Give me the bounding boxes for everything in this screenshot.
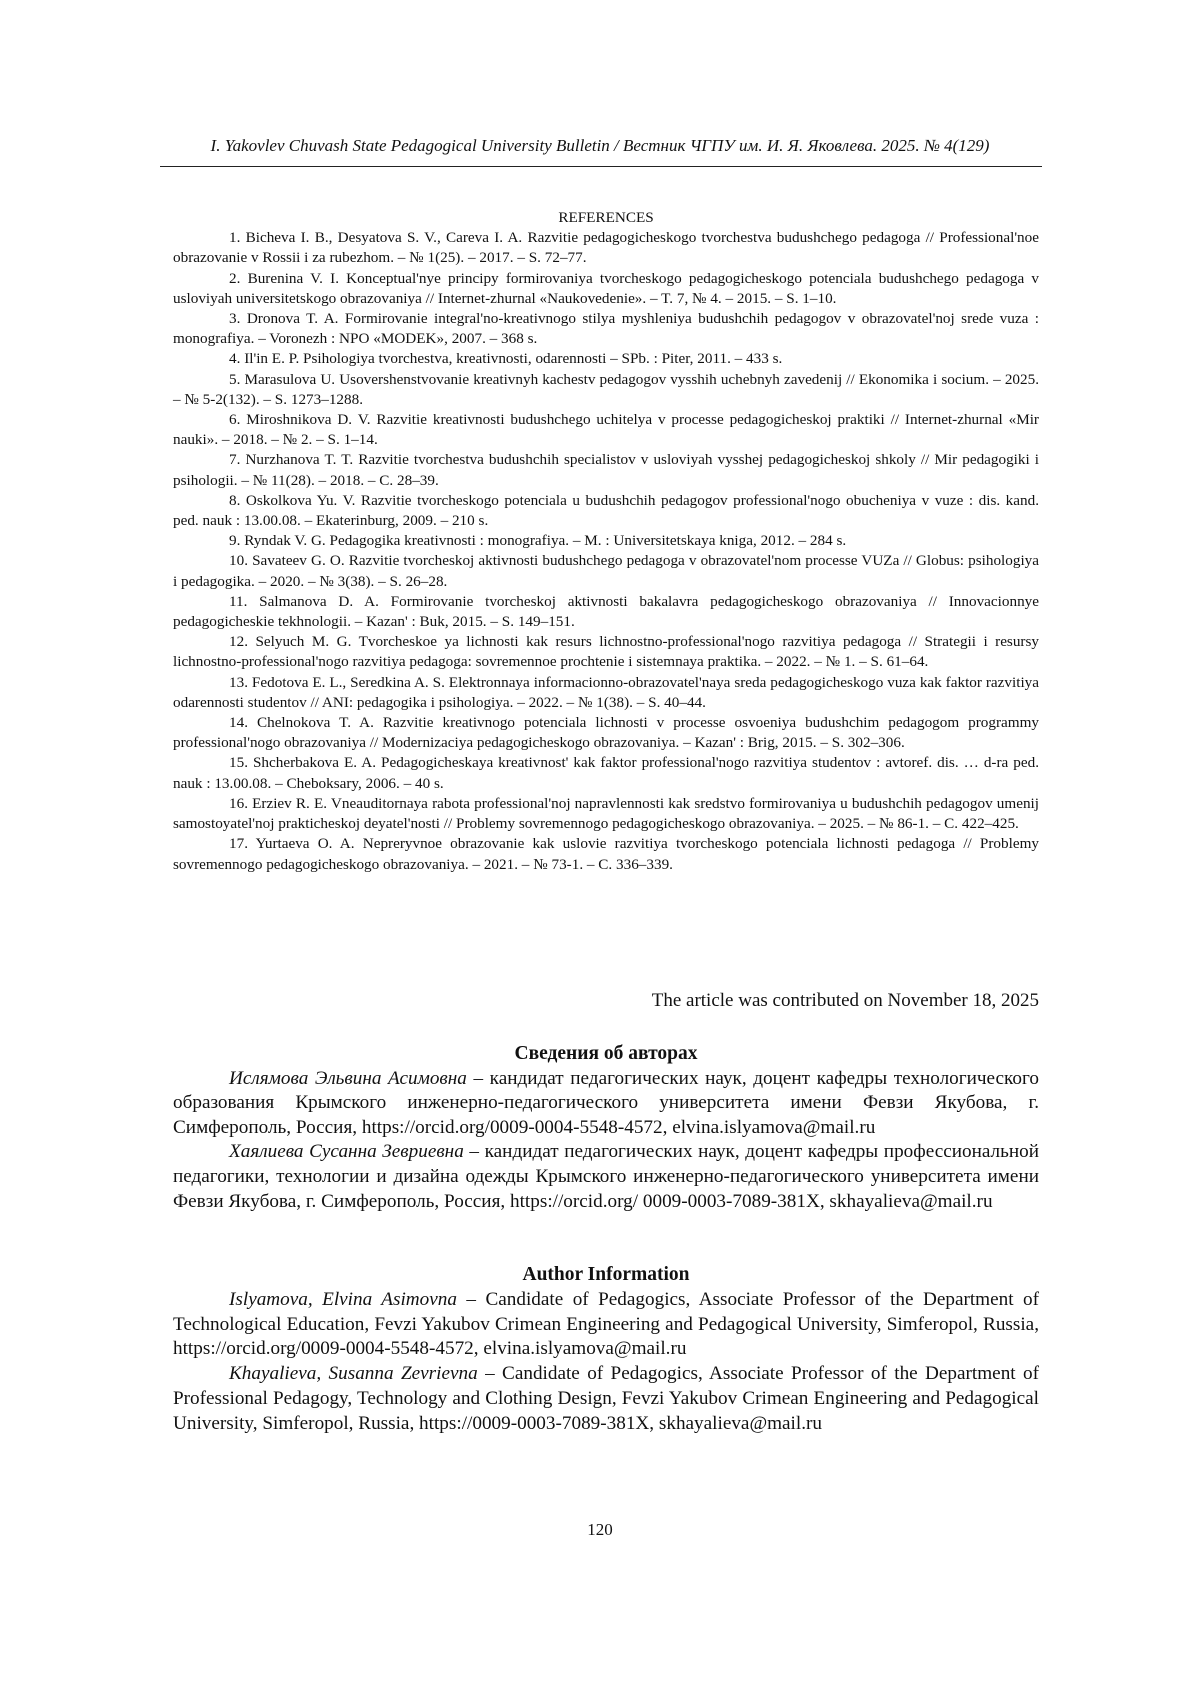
reference-item: 13. Fedotova E. L., Seredkina A. S. Elektronnaya informacionno-obrazovatel'naya sreda pedagogicheskogo vuza kak faktor razvitiya odarennosti studentov // ANI: pedagogika i psihologiya. – 2022. – № 1(38). – S. 40–44. (173, 673, 1039, 711)
authors-ru-section (173, 1042, 1039, 1214)
authors-en-section (173, 1263, 1039, 1437)
author-en-2 (173, 1362, 1039, 1436)
reference-item: 16. Erziev R. E. Vneauditornaya rabota professional'noj napravlennosti kak sredstvo formirovaniya u budushchih pedagogov umenij samostoyatel'noj prakticheskoj deyatel'nosti // Problemy sovremennogo pedagogicheskogo obrazovaniya. – 2025. – № 86-1. – C. 422–425. (173, 794, 1039, 833)
authors-ru-title: Сведения об авторах (514, 1043, 698, 1064)
author-name: Хаялиева Сусанна Зевриевна (229, 1141, 464, 1163)
reference-item: 4. Il'in E. P. Psihologiya tvorchestva, kreativnosti, odarennosti – SPb. : Piter, 2011. – 433 s. (229, 350, 783, 368)
contributed-date: The article was contributed on November 18, 2025 (651, 990, 1039, 1011)
authors-en-title: Author Information (522, 1264, 690, 1285)
reference-item: 1. Bicheva I. B., Desyatova S. V., Careva I. A. Razvitie pedagogicheskogo tvorchestva budushchego pedagoga // Professional'noe obrazovanie v Rossii i za rubezhom. – № 1(25). – 2017. – S. 72–77. (173, 229, 1039, 267)
author-details: – кандидат педагогических наук, доцент кафедры профессиональной педагогики, технологии и дизайна одежды Крымского инженерно-педагогического университета имени Февзи Якубова, г. Симферополь, Россия, https://orcid.org/ 0009-0003-7089-381X, skhayalieva@mail.ru (173, 1141, 1039, 1212)
reference-item: 14. Chelnokova T. A. Razvitie kreativnogo potenciala lichnosti v processe osvoeniya budushchim pedagogom programmy professional'nogo obrazovaniya // Modernizaciya pedagogicheskogo obrazovaniya. – Kazan' : Brig, 2015. – S. 302–306. (173, 714, 1039, 752)
author-en-1 (173, 1288, 1039, 1362)
references-section (173, 208, 1039, 875)
reference-item: 15. Shcherbakova E. A. Pedagogicheskaya kreativnost' kak faktor professional'nogo razvitiya studentov : avtoref. dis. … d-ra ped. nauk : 13.00.08. – Cheboksary, 2006. – 40 s. (173, 754, 1039, 792)
author-name: Ислямова Эльвина Асимовна (229, 1067, 467, 1089)
header-rule (160, 166, 1042, 167)
reference-item: 7. Nurzhanova T. T. Razvitie tvorchestva budushchih specialistov v usloviyah vysshej pedagogicheskoj shkoly // Mir pedagogiki i psihologii. – № 11(28). – 2018. – C. 28–39. (173, 451, 1039, 489)
author-details: – Candidate of Pedagogics, Associate Professor of the Department of Professional Pedagogy, Technology and Clothing Design, Fevzi Yakubov Crimean Engineering and Pedagogical University, Simferopol, Russia, https://0009-0003-7089-381X, skhayalieva@mail.ru (173, 1363, 1039, 1434)
author-ru-1 (173, 1067, 1039, 1141)
reference-item: 8. Oskolkova Yu. V. Razvitie tvorcheskogo potenciala u budushchih pedagogov professional'nogo obucheniya v vuze : dis. kand. ped. nauk : 13.00.08. – Ekaterinburg, 2009. – 210 s. (173, 491, 1039, 530)
references-title: REFERENCES (558, 209, 654, 226)
reference-item: 2. Burenina V. I. Konceptual'nye principy formirovaniya tvorcheskogo pedagogicheskogo potenciala budushchego pedagoga v usloviyah universitetskogo obrazovaniya // Internet-zhurnal «Naukovedenie». – T. 7, № 4. – 2015. – S. 1–10. (173, 269, 1039, 307)
running-header: I. Yakovlev Chuvash State Pedagogical University Bulletin / Вестник ЧГПУ им. И. Я. Яковлева. 2025. № 4(129) (210, 136, 990, 155)
author-details: – Candidate of Pedagogics, Associate Professor of the Department of Technological Education, Fevzi Yakubov Crimean Engineering and Pedagogical University, Simferopol, Russia, https://orcid.org/0009-0004-5548-4572, elvina.islyamova@mail.ru (173, 1288, 1039, 1360)
reference-item: 12. Selyuch M. G. Tvorcheskoe ya lichnosti kak resurs lichnostno-professional'nogo razvitiya pedagoga // Strategii i resursy lichnostno-professional'nogo razvitiya pedagoga: sovremennoe prochtenie i sistemnaya praktika. – 2022. – № 1. – S. 61–64. (173, 633, 1039, 671)
reference-item: 5. Marasulova U. Usovershenstvovanie kreativnyh kachestv pedagogov vysshih uchebnyh zavedenij // Ekonomika i socium. – 2025. – № 5-2(132). – S. 1273–1288. (173, 370, 1039, 408)
reference-item: 3. Dronova T. A. Formirovanie integral'no-kreativnogo stilya myshleniya budushchih pedagogov v obrazovatel'noj srede vuza : monografiya. – Voronezh : NPO «MODEK», 2007. – 368 s. (173, 310, 1039, 348)
author-details: – кандидат педагогических наук, доцент кафедры технологического образования Крымского инженерно-педагогического университета имени Февзи Якубова, г. Симферополь, Россия, https://orcid.org/0009-0004-5548-4572, elvina.islyamova@mail.ru (173, 1067, 1039, 1138)
author-name: Islyamova, Elvina Asimovna (229, 1288, 457, 1310)
reference-item: 17. Yurtaeva O. A. Nepreryvnoe obrazovanie kak uslovie razvitiya tvorcheskogo potenciala lichnosti pedagoga // Problemy sovremennogo pedagogicheskogo obrazovaniya. – 2021. – № 73-1. – C. 336–339. (173, 835, 1039, 873)
reference-item: 6. Miroshnikova D. V. Razvitie kreativnosti budushchego uchitelya v processe pedagogicheskoj praktiki // Internet-zhurnal «Mir nauki». – 2018. – № 2. – S. 1–14. (173, 411, 1039, 449)
author-ru-2 (173, 1140, 1039, 1214)
reference-item: 11. Salmanova D. A. Formirovanie tvorcheskoj aktivnosti bakalavra pedagogicheskogo obrazovaniya // Innovacionnye pedagogicheskie tekhnologii. – Kazan' : Buk, 2015. – S. 149–151. (173, 592, 1039, 631)
reference-item: 9. Ryndak V. G. Pedagogika kreativnosti : monografiya. – M. : Universitetskaya kniga, 2012. – 284 s. (229, 532, 847, 550)
page-number: 120 (587, 1520, 613, 1539)
reference-item: 10. Savateev G. O. Razvitie tvorcheskoj aktivnosti budushchego pedagoga v obrazovatel'nom processe VUZa // Globus: psihologiya i pedagogika. – 2020. – № 3(38). – S. 26–28. (173, 552, 1039, 590)
author-name: Khayalieva, Susanna Zevrievna (229, 1363, 478, 1385)
